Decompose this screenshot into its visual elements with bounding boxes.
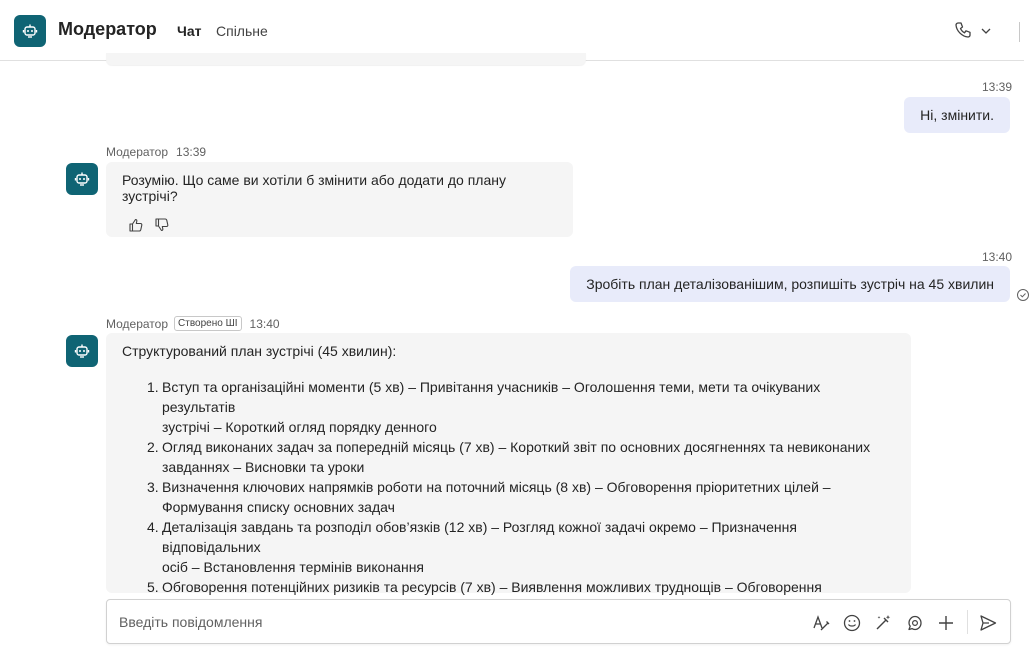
plus-icon[interactable] (936, 613, 956, 633)
sender-name: Модератор (106, 145, 169, 159)
emoji-icon[interactable] (842, 613, 862, 633)
chat-header (0, 0, 1024, 61)
compose-box[interactable] (106, 599, 1011, 644)
format-icon[interactable] (811, 613, 831, 633)
message-text: Розумію. Що саме ви хотіли б змінити або додати до плану зустрічі? (122, 172, 506, 204)
compose-divider (967, 610, 968, 634)
loop-icon[interactable] (905, 613, 925, 633)
message-timestamp: 13:39 (176, 145, 207, 159)
bot-icon (73, 342, 91, 360)
message-timestamp: 13:39 (982, 80, 1013, 94)
bot-message[interactable] (106, 333, 911, 593)
bot-message[interactable] (106, 162, 573, 237)
user-message[interactable]: Зробіть план деталізованішим, розпишіть зустріч на 45 хвилин (570, 266, 1010, 302)
list-item: Визначення ключових напрямків роботи на поточний місяць (8 хв) – Обговорення пріоритетних цілей – Формування списку основних задач (162, 479, 831, 515)
thumbs-up-icon[interactable] (128, 217, 144, 233)
copilot-icon[interactable] (873, 613, 893, 633)
previous-message-bubble (106, 53, 586, 65)
bot-icon (21, 22, 39, 40)
message-timestamp: 13:40 (982, 250, 1013, 264)
sender-name: Модератор (106, 316, 169, 331)
thumbs-down-icon[interactable] (154, 217, 170, 233)
message-timestamp: 13:40 (249, 316, 280, 331)
tab-chat[interactable]: Чат (177, 23, 202, 39)
reaction-bar (128, 217, 557, 233)
message-text: Структурований план зустрічі (45 хвилин): (122, 343, 397, 359)
list-item: Деталізація завдань та розподіл обов’язків (12 хв) – Розгляд кожної задачі окремо – Призначення відповідальних осіб – Встановлення термінів виконання (162, 519, 797, 575)
send-icon[interactable] (978, 613, 998, 633)
header-divider (1019, 22, 1024, 42)
user-message[interactable]: Ні, змінити. (904, 97, 1010, 133)
bot-avatar[interactable] (66, 163, 98, 195)
chat-thread[interactable] (0, 61, 1024, 595)
list-item: Вступ та організаційні моменти (5 хв) – Привітання учасників – Оголошення теми, мети та очікуваних результатів зустрічі – Короткий огляд порядку денного (162, 379, 821, 435)
bot-avatar[interactable] (66, 335, 98, 367)
ai-generated-badge: Створено ШІ (174, 316, 242, 331)
phone-icon[interactable] (953, 20, 973, 40)
list-item: Обговорення потенційних ризиків та ресурсів (7 хв) – Виявлення можливих труднощів – Обговорення (162, 579, 822, 595)
bot-avatar[interactable] (14, 15, 46, 47)
read-receipt-icon (1016, 288, 1030, 302)
bot-icon (73, 170, 91, 188)
meeting-plan-list (122, 377, 895, 637)
list-item: Огляд виконаних задач за попередній місяць (7 хв) – Короткий звіт по основних досягненнях та невиконаних завданнях – Висновки та уроки (162, 439, 871, 475)
message-input[interactable] (119, 612, 799, 632)
message-meta (106, 316, 280, 331)
tab-shared[interactable]: Спільне (216, 23, 268, 39)
chevron-down-icon[interactable] (980, 25, 992, 37)
message-meta (106, 145, 206, 159)
page-title: Модератор (58, 19, 157, 39)
